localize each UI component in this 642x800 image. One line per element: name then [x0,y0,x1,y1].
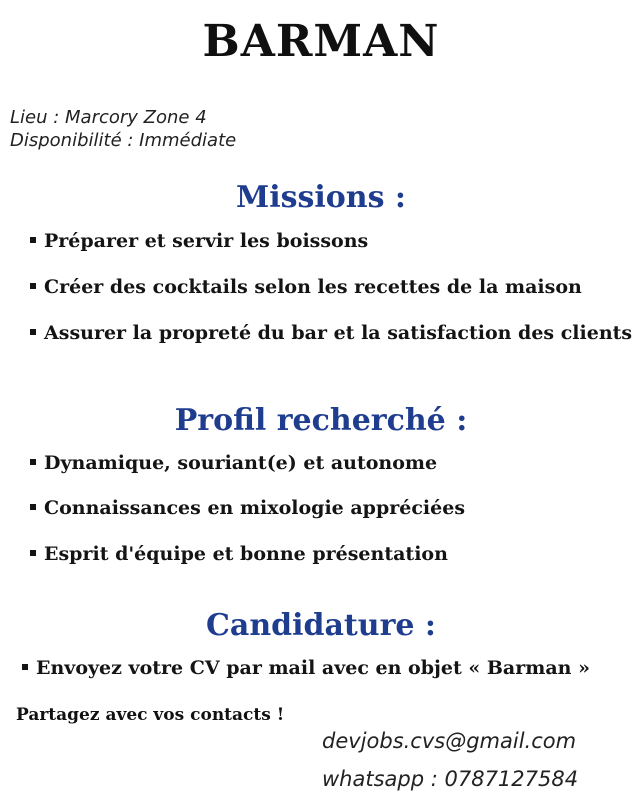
location-text: Lieu : Marcory Zone 4 [10,107,207,128]
profile-item [30,452,437,474]
bullet-icon [30,550,36,556]
profile-item [30,543,448,565]
mission-item-text: Assurer la propreté du bar et la satisfaction des clients [44,322,633,344]
profile-item-text: Esprit d'équipe et bonne présentation [44,543,448,565]
bullet-icon [30,459,36,465]
bullet-icon [30,237,36,243]
mission-item-text: Préparer et servir les boissons [44,230,369,252]
profile-heading: Profil recherché : [174,403,468,438]
application-item-text: Envoyez votre CV par mail avec en objet « Barman » [36,657,590,679]
profile-item [30,497,465,519]
profile-item-text: Connaissances en mixologie appréciées [44,497,466,519]
job-title: BARMAN [202,16,440,67]
bullet-icon [30,504,36,510]
mission-item [30,276,582,298]
missions-heading: Missions : [235,180,406,215]
share-text: Partagez avec vos contacts ! [16,705,285,725]
bullet-icon [30,329,36,335]
mission-item-text: Créer des cocktails selon les recettes de la maison [44,276,582,298]
availability-text: Disponibilité : Immédiate [10,130,237,151]
mission-item [30,230,368,252]
bullet-icon [22,664,28,670]
profile-item-text: Dynamique, souriant(e) et autonome [44,452,438,474]
application-item [22,657,590,679]
application-heading: Candidature : [206,608,436,643]
contact-email: devjobs.cvs@gmail.com [322,729,577,753]
bullet-icon [30,283,36,289]
mission-item [30,322,632,344]
contact-whatsapp: whatsapp : 0787127584 [322,767,579,791]
